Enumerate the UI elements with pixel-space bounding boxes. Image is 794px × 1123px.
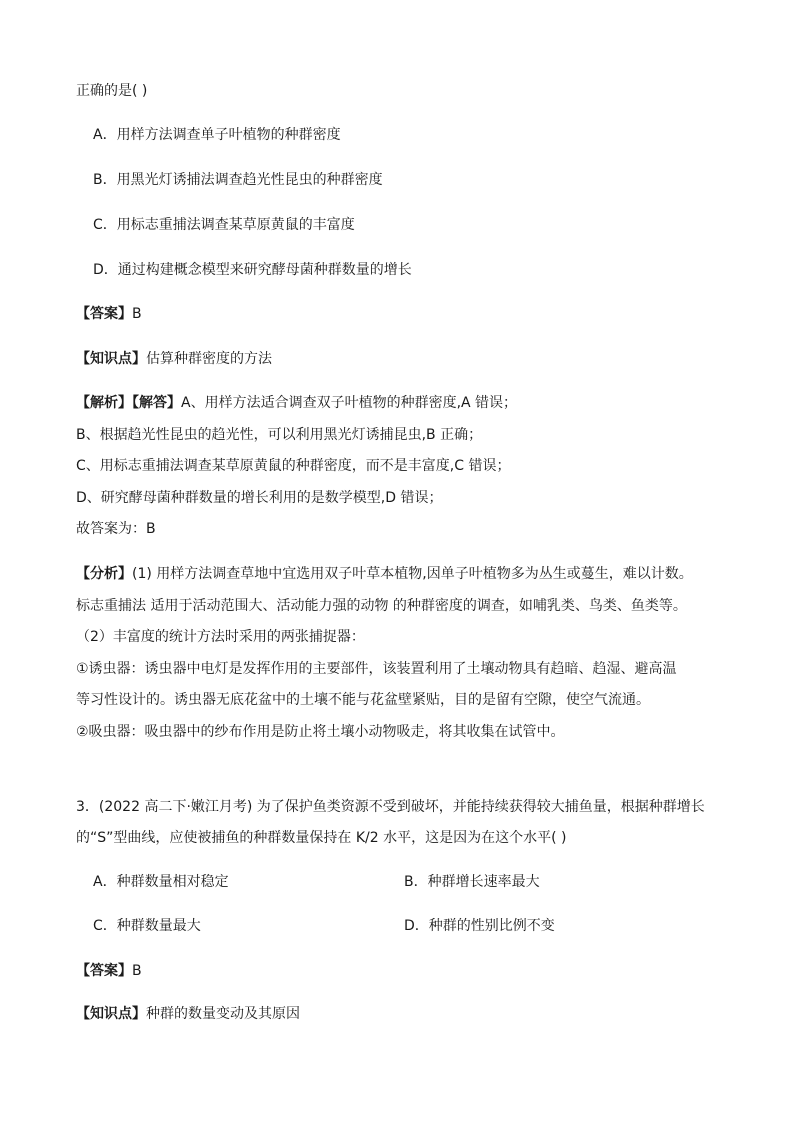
answer-label: 【答案】 — [76, 963, 132, 979]
fenxi-line: 等习性设计的。诱虫器无底花盆中的土壤不能与花盆壁紧贴，目的是留有空隙，使空气流通。 — [76, 692, 650, 708]
q3-knowledge-point — [76, 1004, 300, 1024]
answer-value: B — [132, 963, 142, 979]
knowledge-label: 【知识点】 — [76, 1006, 146, 1022]
fenxi-line: ①诱虫器：诱虫器中电灯是发挥作用的主要部件，该装置利用了土壤动物具有趋暗、趋湿、避高温 — [76, 661, 677, 677]
analysis-line: C、用标志重捕法调查某草原黄鼠的种群密度，而不是丰富度,C 错误； — [76, 458, 511, 474]
knowledge-label: 【知识点】 — [76, 351, 146, 367]
q3-stem-line-1: 3．(2022 高二下·嫩江月考) 为了保护鱼类资源不受到破坏，并能持续获得较大捕鱼量，根据种群增长 — [76, 799, 705, 815]
fenxi-line: ②吸虫器：吸虫器中的纱布作用是防止将土壤小动物吸走，将其收集在试管中。 — [76, 724, 565, 740]
analysis-label: 【解析】【解答】 — [76, 395, 181, 411]
q2-fenxi-first — [76, 564, 693, 584]
fenxi-line: 标志重捕法 适用于活动范围大、活动能力强的动物 的种群密度的调查，如哺乳类、鸟类、鱼类等。 — [76, 598, 687, 614]
analysis-line: D、研究酵母菌种群数量的增长利用的是数学模型,D 错误； — [76, 490, 443, 506]
q3-stem-line-2: 的“S”型曲线，应使被捕鱼的种群数量保持在 K/2 水平，这是因为在这个水平( ) — [76, 830, 567, 846]
q3-answer — [76, 961, 142, 981]
analysis-line: A、用样方法适合调查双子叶植物的种群密度,A 错误； — [181, 395, 518, 411]
fenxi-line: （2）丰富度的统计方法时采用的两张捕捉器： — [76, 629, 365, 645]
answer-label: 【答案】 — [76, 306, 132, 322]
fenxi-line: (1) 用样方法调查草地中宜选用双子叶草本植物,因单子叶植物多为丛生或蔓生，难以计数。 — [132, 566, 693, 582]
q2-answer — [76, 304, 142, 324]
q2-option-b: B．用黑光灯诱捕法调查趋光性昆虫的种群密度 — [93, 172, 383, 188]
q2-option-c: C．用标志重捕法调查某草原黄鼠的丰富度 — [93, 217, 355, 233]
q3-option-c: C．种群数量最大 — [93, 918, 201, 934]
q2-stem-tail: 正确的是( ) — [76, 83, 148, 99]
q2-option-d: D．通过构建概念模型来研究酵母菌种群数量的增长 — [93, 262, 412, 278]
fenxi-label: 【分析】 — [76, 566, 132, 582]
q3-option-d: D．种群的性别比例不变 — [404, 918, 555, 934]
q2-analysis-first — [76, 393, 517, 413]
answer-value: B — [132, 306, 142, 322]
q2-knowledge-point — [76, 349, 272, 369]
knowledge-value: 估算种群密度的方法 — [146, 351, 272, 367]
analysis-conclusion: 故答案为：B — [76, 521, 156, 537]
q2-option-a: A．用样方法调查单子叶植物的种群密度 — [93, 127, 341, 143]
q3-option-b: B．种群增长速率最大 — [404, 874, 540, 890]
knowledge-value: 种群的数量变动及其原因 — [146, 1006, 300, 1022]
q3-option-a: A．种群数量相对稳定 — [93, 874, 229, 890]
analysis-line: B、根据趋光性昆虫的趋光性，可以利用黑光灯诱捕昆虫,B 正确； — [76, 427, 483, 443]
